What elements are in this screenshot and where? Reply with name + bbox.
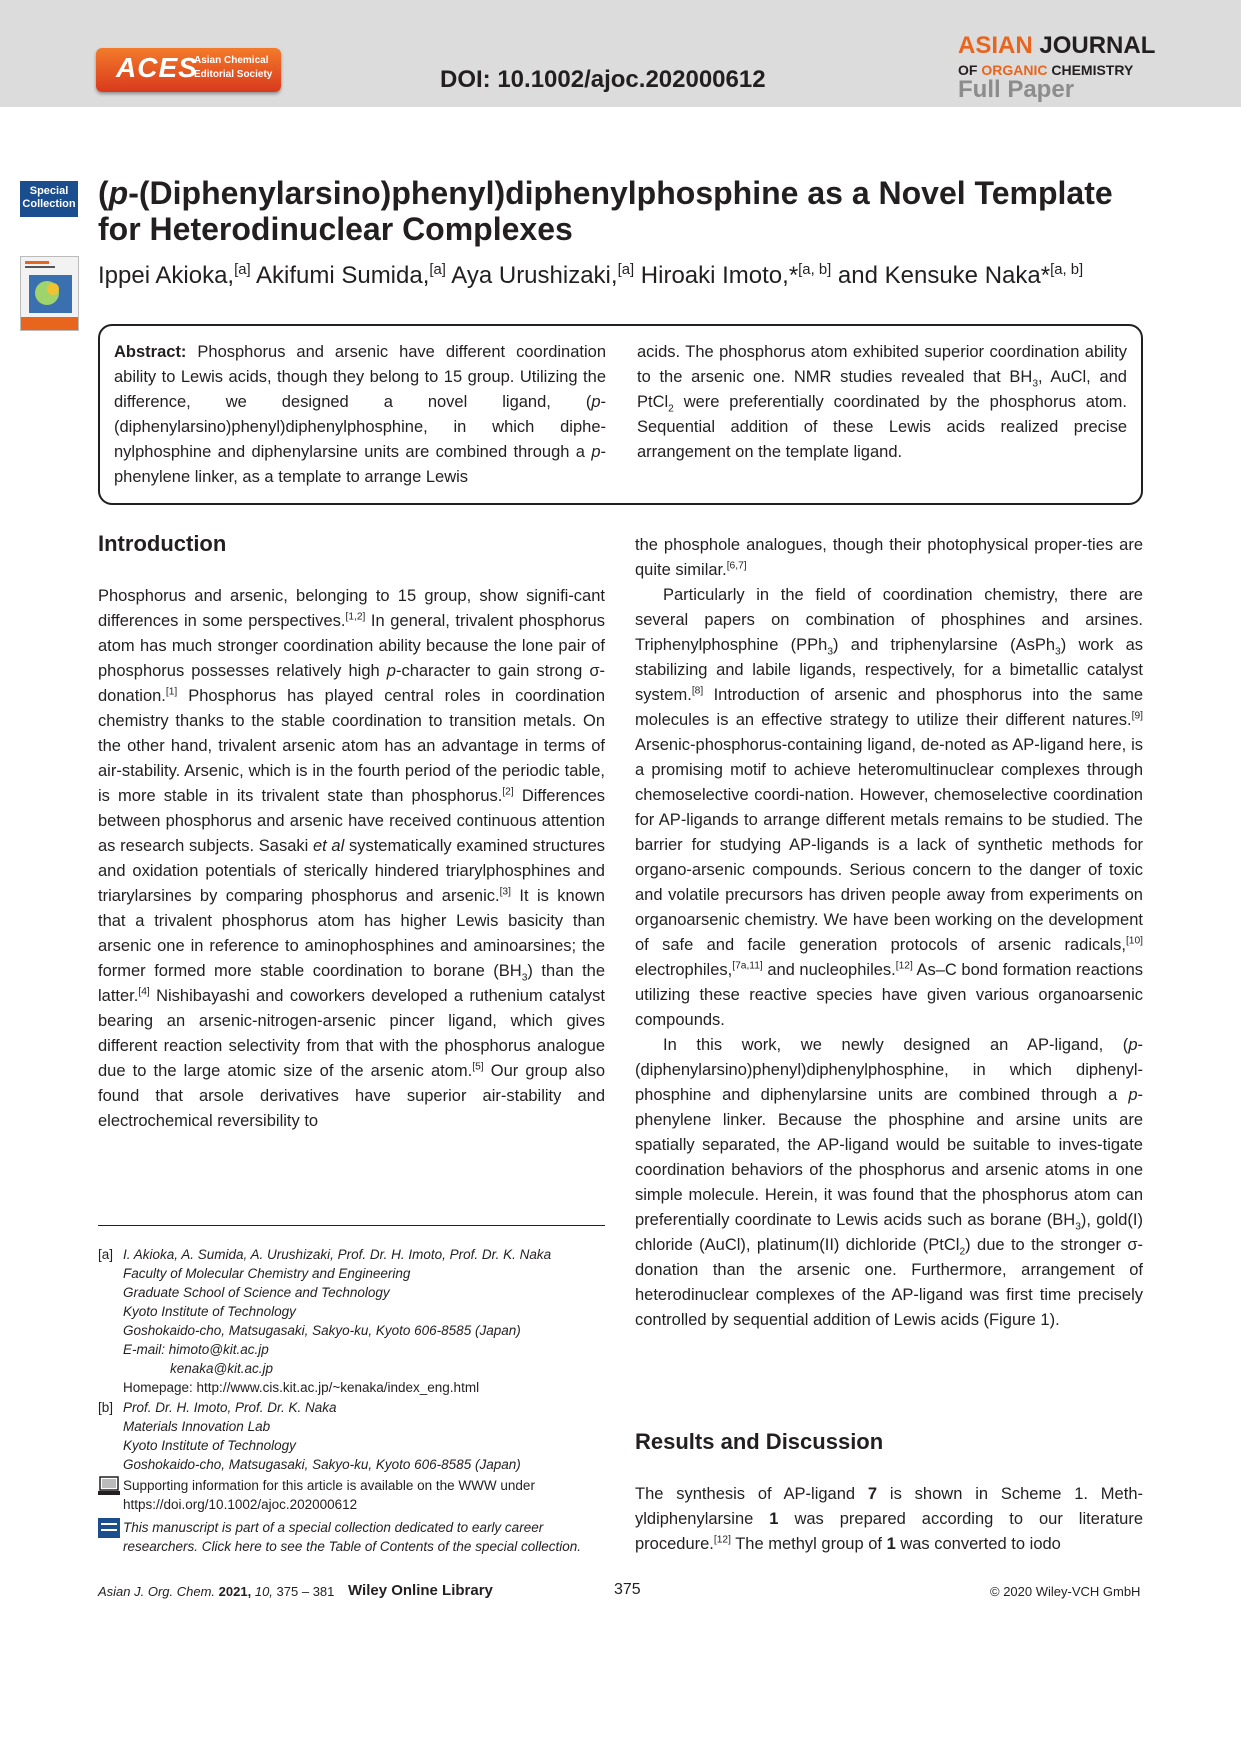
wiley-online-library-link[interactable]: Wiley Online Library xyxy=(348,1582,493,1599)
introduction-body: Phosphorus and arsenic, belonging to 15 group, show signifi-cant differences in some perspectives.[1,2] In general, trivalent phosphorus atom has much stronger coordination ability because the lone pair of phosphorus possesses relatively high p-character to gain strong σ-donation.[1] Phosphorus has played central roles in coordination chemistry thanks to the stable coordination to transition metals. On the other hand, trivalent arsenic atom has an advantage in terms of air-stability. Arsenic, which is in the fourth period of the periodic table, is more stable in its trivalent state than phosphorus.[2] Differences between phosphorus and arsenic have received continuous attention as research subjects. Sasaki et al systematically examined structures and oxidation potentials of sterically hindered triarylphosphines and triarylarsines by comparing phosphorus and arsenic.[3] It is known that a trivalent phosphorus atom has higher Lewis basicity than arsenic one in reference to aminophosphines and aminoarsines; the former formed more stable coordination to borane $(BH_3)$ than the latter.[4] Nishibayashi and coworkers developed a ruthenium catalyst bearing an arsenic-nitrogen-arsenic pincer ligand, which gives different reaction selectivity from that with the phosphorus analogue due to the large atomic size of the arsenic atom.[5] Our group also found that arsole derivatives have superior air-stability and electrochemical reversibility to xyxy=(98,587,606,1130)
supporting-info-link[interactable]: Supporting information for this article is available on the WWW under https://doi.org/10.1002/ajoc.202000612 xyxy=(123,1478,535,1512)
supporting-info-note xyxy=(98,1476,605,1514)
journal-name-line2: OF ORGANIC CHEMISTRY xyxy=(958,62,1134,78)
copyright: © 2020 Wiley-VCH GmbH xyxy=(990,1584,1141,1599)
introduction-body-continued: the phosphole analogues, though their photophysical proper-ties are quite similar.[6,7] Particularly in the field of coordination chemistry, there are several papers on combination of phosphines and arsines. Triphenylphosphine (PPh$_3$) and triphenylarsine (AsPh$_3$) work as stabilizing and labile ligands, respectively, for a bimetallic catalyst system.[8] Introduction of arsenic and phosphorus into the same molecules is an effective strategy to utilize their different natures.[9] Arsenic-phosphorus-containing ligand, de-noted as AP-ligand here, is a promising motif to achieve heteromultinuclear complexes through chemoselective coordi-nation. However, chemoselective coordination for AP-ligands to arrange different metals remains to be studied. The barrier for studying AP-ligands is a lack of synthetic methods for organo-arsenic compounds. Serious concern to the danger of toxic and volatile precursors has driven people away from experiments on organoarsenic chemistry. We have been working on the development of safe and facile generation protocols of arsenic radicals,[10] electrophiles,[7a,11] and nucleophiles.[12] As–C bond formation reactions utilizing these reactive species have given various organoarsenic compounds. In this work, we newly designed an AP-ligand, (p-(diphenylarsino)phenyl)diphenylphosphine, in which diphenyl-phosphine and diphenylarsine units are combined through a p-phenylene linker. Because the phosphine and arsine units are spatially separated, the AP-ligand would be suitable to inves-tigate coordination behaviors of the phosphorus and arsenic atoms in one simple molecule. Herein, it was found that the phosphorus atom can preferentially coordinate to Lewis acids such as borane $(BH_3)$, gold(I) chloride (AuCl), platinum(II) dichloride (PtCl$_2$) due to the stronger σ-donation than the arsenic one. Furthermore, arrangement of heterodinuclear complexes of the AP-ligand was first time precisely controlled by sequential addition of Lewis acids (Figure 1). xyxy=(635,536,1144,1329)
aces-logo-mark: ACES xyxy=(116,52,198,83)
footnote-divider xyxy=(98,1225,605,1226)
author: Akifumi Sumida, xyxy=(255,262,430,289)
email-link[interactable]: E-mail: himoto@kit.ac.jp xyxy=(123,1342,269,1357)
special-collection-link[interactable]: This manuscript is part of a special collection dedicated to early career researchers. Click here to see the Table of Contents of the special collection. xyxy=(123,1520,581,1554)
aces-logo-line1: Asian Chemical xyxy=(194,55,269,66)
special-collection-note xyxy=(98,1518,605,1556)
author: Ippei Akioka, xyxy=(98,262,235,289)
affiliation-a: [a] I. Akioka, A. Sumida, A. Urushizaki, Prof. Dr. H. Imoto, Prof. Dr. K. Naka Faculty of Molecular Chemistry and Engineering Graduate School of Science and Technology Kyoto Institute of Technology Goshokaido-cho, Matsugasaki, Sakyo-ku, Kyoto 606-8585 (Japan) E-mail: himoto@kit.ac.jp kenaka@kit.ac.jp Homepage: http://www.cis.kit.ac.jp/~kenaka/index_eng.html xyxy=(98,1245,605,1397)
special-collection-badge[interactable]: Special Collection xyxy=(20,181,78,217)
cover-image-icon xyxy=(21,257,79,331)
aces-logo-line2: Editorial Society xyxy=(194,69,273,80)
introduction-heading: Introduction xyxy=(98,531,227,556)
author-list: Ippei Akioka,[a] Akifumi Sumida,[a] Aya Urushizaki,[a] Hiroaki Imoto,*[a, b] and Kensuke Naka*[a, b] xyxy=(98,262,1084,289)
special-collection-icon xyxy=(98,1518,120,1543)
journal-cover-thumbnail[interactable] xyxy=(20,256,79,331)
homepage-link[interactable]: Homepage: http://www.cis.kit.ac.jp/~kenaka/index_eng.html xyxy=(123,1380,480,1395)
citation: Asian J. Org. Chem. 2021, 10, 375 – 381 xyxy=(98,1584,335,1599)
email-link[interactable]: kenaka@kit.ac.jp xyxy=(170,1361,274,1376)
author: Hiroaki Imoto,* xyxy=(640,262,799,289)
computer-icon xyxy=(98,1476,120,1501)
affiliation-b: [b] Prof. Dr. H. Imoto, Prof. Dr. K. Naka Materials Innovation Lab Kyoto Institute of Technology Goshokaido-cho, Matsugasaki, Sakyo-ku, Kyoto 606-8585 (Japan) xyxy=(98,1400,521,1472)
article-type: Full Paper xyxy=(958,76,1075,103)
results-body: The synthesis of AP-ligand 7 is shown in Scheme 1. Meth-yldiphenylarsine 1 was prepared according to our literature procedure.[12] The methyl group of 1 was converted to iodo xyxy=(635,1485,1144,1553)
page-number: 375 xyxy=(614,1581,641,1598)
author: and Kensuke Naka* xyxy=(837,262,1051,289)
abstract-text-left: Abstract: Phosphorus and arsenic have different coordination ability to Lewis acids, though they belong to 15 group. Utilizing the difference, we designed a novel ligand, (p-(diphenylarsino)phenyl)diphenylphosphine, in which diphe-nylphosphine and diphenylarsine units are combined through a p-phenylene linker, as a template to arrange Lewis xyxy=(114,343,606,486)
author: Aya Urushizaki, xyxy=(451,262,618,289)
abstract-text-right: acids. The phosphorus atom exhibited superior coordination ability to the arsenic one. NMR studies revealed that $BH_3$, AuCl, and PtCl$_2$ were preferentially coordinated by the phosphorus atom. Sequential addition of these Lewis acids realized precise arrangement on the template ligand. xyxy=(637,343,1127,461)
aces-logo xyxy=(96,48,281,92)
abstract-box xyxy=(98,324,1143,505)
journal-name-line1: ASIAN JOURNAL xyxy=(958,32,1156,59)
doi: DOI: 10.1002/ajoc.202000612 xyxy=(440,66,766,93)
abstract-label: Abstract: xyxy=(114,343,187,361)
article-title: (p-(Diphenylarsino)phenyl)diphenylphosphine as a Novel Template for Heterodinuclear Complexes xyxy=(98,175,1113,247)
results-heading: Results and Discussion xyxy=(635,1429,884,1454)
